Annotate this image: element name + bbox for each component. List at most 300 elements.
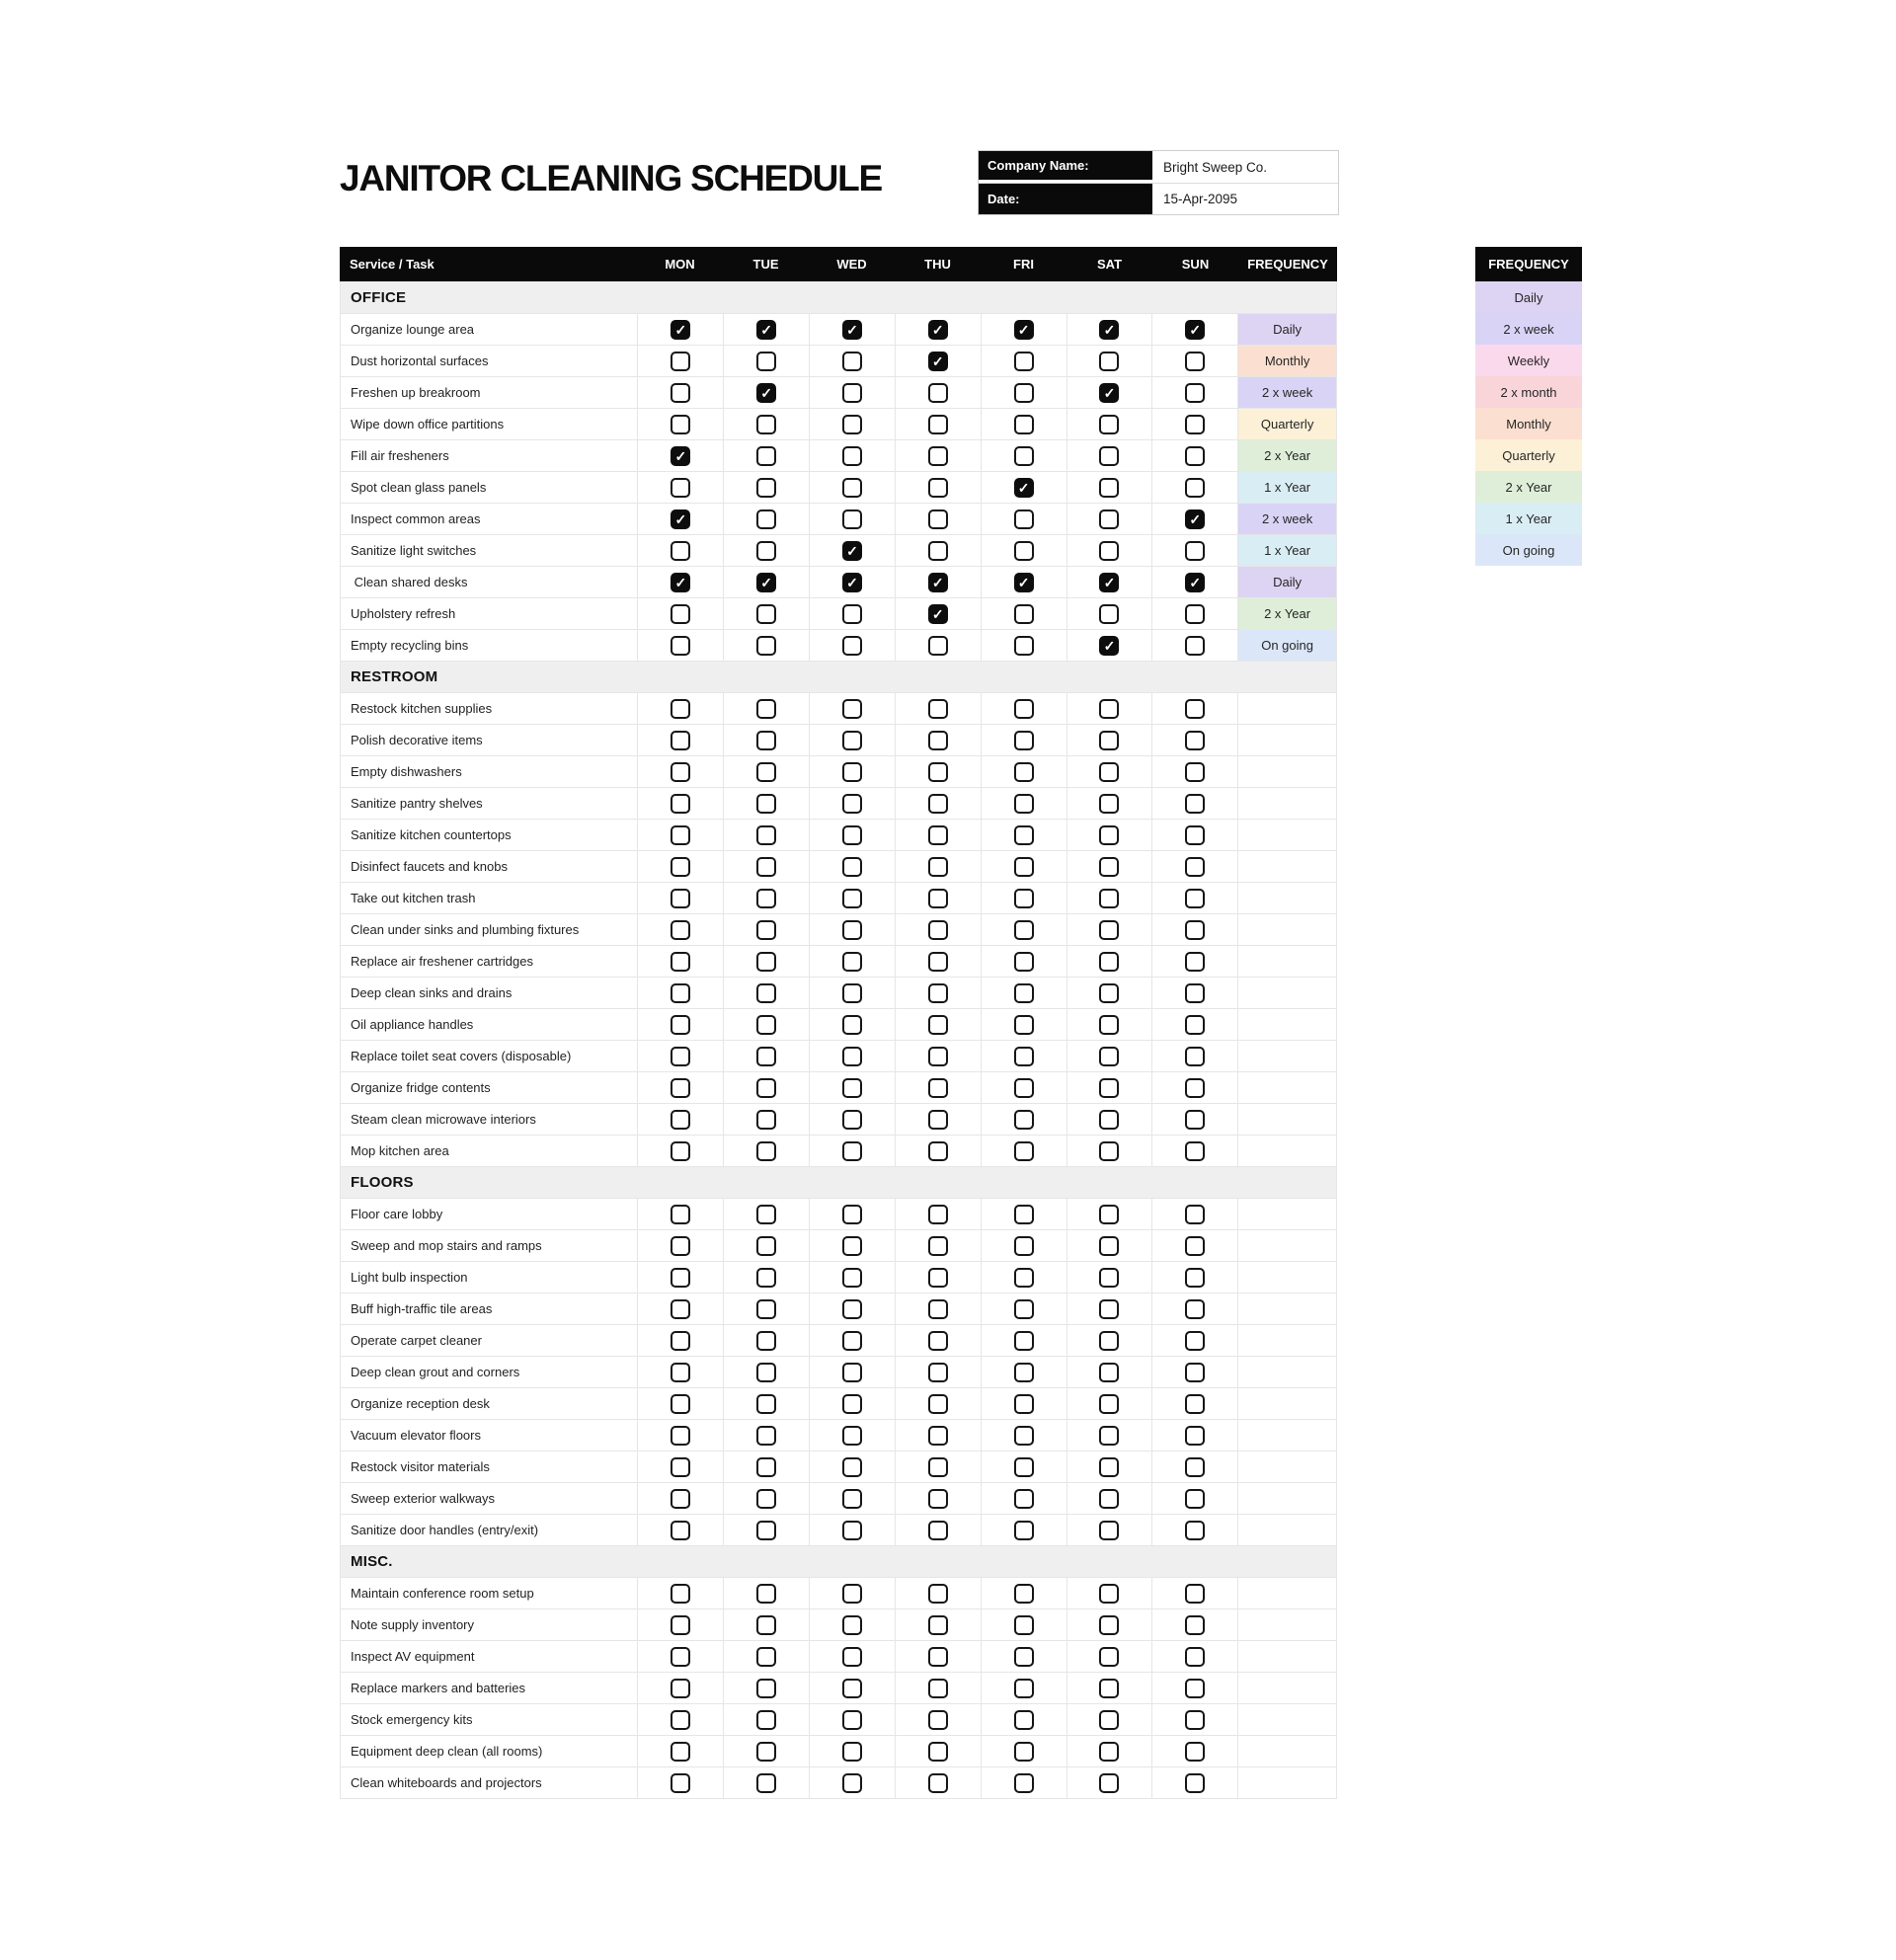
checkbox-wed[interactable]: [842, 573, 862, 592]
checkbox-mon[interactable]: [671, 604, 690, 624]
checkbox-wed[interactable]: [842, 1141, 862, 1161]
checkbox-tue[interactable]: [756, 699, 776, 719]
checkbox-tue[interactable]: [756, 794, 776, 814]
checkbox-mon[interactable]: [671, 383, 690, 403]
checkbox-sat[interactable]: [1099, 478, 1119, 498]
checkbox-sun[interactable]: [1185, 1205, 1205, 1224]
checkbox-tue[interactable]: [756, 636, 776, 656]
checkbox-sat[interactable]: [1099, 1268, 1119, 1288]
checkbox-tue[interactable]: [756, 1015, 776, 1035]
checkbox-tue[interactable]: [756, 983, 776, 1003]
checkbox-tue[interactable]: [756, 1615, 776, 1635]
checkbox-sun[interactable]: [1185, 446, 1205, 466]
checkbox-mon[interactable]: [671, 1584, 690, 1604]
checkbox-sat[interactable]: [1099, 825, 1119, 845]
checkbox-sat[interactable]: [1099, 889, 1119, 908]
checkbox-sat[interactable]: [1099, 1679, 1119, 1698]
checkbox-mon[interactable]: [671, 952, 690, 972]
checkbox-mon[interactable]: [671, 825, 690, 845]
checkbox-tue[interactable]: [756, 1236, 776, 1256]
checkbox-mon[interactable]: [671, 1363, 690, 1382]
checkbox-sat[interactable]: [1099, 731, 1119, 750]
checkbox-sun[interactable]: [1185, 1584, 1205, 1604]
checkbox-sun[interactable]: [1185, 352, 1205, 371]
checkbox-thu[interactable]: [928, 1710, 948, 1730]
checkbox-sat[interactable]: [1099, 1205, 1119, 1224]
checkbox-fri[interactable]: [1014, 1141, 1034, 1161]
checkbox-sat[interactable]: [1099, 1394, 1119, 1414]
checkbox-thu[interactable]: [928, 510, 948, 529]
checkbox-sat[interactable]: [1099, 1047, 1119, 1066]
checkbox-sun[interactable]: [1185, 1773, 1205, 1793]
checkbox-wed[interactable]: [842, 604, 862, 624]
checkbox-fri[interactable]: [1014, 478, 1034, 498]
checkbox-tue[interactable]: [756, 1141, 776, 1161]
checkbox-fri[interactable]: [1014, 1331, 1034, 1351]
checkbox-thu[interactable]: [928, 699, 948, 719]
checkbox-tue[interactable]: [756, 415, 776, 434]
checkbox-sat[interactable]: [1099, 1647, 1119, 1667]
checkbox-sun[interactable]: [1185, 857, 1205, 877]
checkbox-sun[interactable]: [1185, 1457, 1205, 1477]
checkbox-sun[interactable]: [1185, 699, 1205, 719]
checkbox-mon[interactable]: [671, 478, 690, 498]
checkbox-sun[interactable]: [1185, 320, 1205, 340]
checkbox-sat[interactable]: [1099, 1773, 1119, 1793]
checkbox-mon[interactable]: [671, 1078, 690, 1098]
checkbox-mon[interactable]: [671, 794, 690, 814]
checkbox-sat[interactable]: [1099, 636, 1119, 656]
checkbox-sat[interactable]: [1099, 1742, 1119, 1762]
checkbox-tue[interactable]: [756, 1679, 776, 1698]
checkbox-sun[interactable]: [1185, 478, 1205, 498]
checkbox-tue[interactable]: [756, 1426, 776, 1446]
checkbox-sun[interactable]: [1185, 889, 1205, 908]
checkbox-thu[interactable]: [928, 352, 948, 371]
checkbox-tue[interactable]: [756, 731, 776, 750]
checkbox-fri[interactable]: [1014, 731, 1034, 750]
checkbox-thu[interactable]: [928, 1141, 948, 1161]
checkbox-thu[interactable]: [928, 762, 948, 782]
checkbox-tue[interactable]: [756, 1047, 776, 1066]
checkbox-wed[interactable]: [842, 1331, 862, 1351]
checkbox-sun[interactable]: [1185, 1615, 1205, 1635]
checkbox-thu[interactable]: [928, 478, 948, 498]
checkbox-mon[interactable]: [671, 320, 690, 340]
checkbox-mon[interactable]: [671, 1331, 690, 1351]
checkbox-sat[interactable]: [1099, 1015, 1119, 1035]
checkbox-sat[interactable]: [1099, 794, 1119, 814]
checkbox-tue[interactable]: [756, 1521, 776, 1540]
checkbox-sat[interactable]: [1099, 1078, 1119, 1098]
checkbox-sat[interactable]: [1099, 1584, 1119, 1604]
checkbox-mon[interactable]: [671, 415, 690, 434]
checkbox-fri[interactable]: [1014, 1015, 1034, 1035]
checkbox-wed[interactable]: [842, 1047, 862, 1066]
checkbox-mon[interactable]: [671, 857, 690, 877]
checkbox-sat[interactable]: [1099, 857, 1119, 877]
checkbox-thu[interactable]: [928, 857, 948, 877]
checkbox-thu[interactable]: [928, 1394, 948, 1414]
checkbox-tue[interactable]: [756, 1394, 776, 1414]
checkbox-thu[interactable]: [928, 1584, 948, 1604]
checkbox-fri[interactable]: [1014, 352, 1034, 371]
checkbox-wed[interactable]: [842, 825, 862, 845]
checkbox-thu[interactable]: [928, 573, 948, 592]
checkbox-mon[interactable]: [671, 699, 690, 719]
checkbox-tue[interactable]: [756, 762, 776, 782]
checkbox-fri[interactable]: [1014, 510, 1034, 529]
checkbox-sun[interactable]: [1185, 1521, 1205, 1540]
checkbox-fri[interactable]: [1014, 1268, 1034, 1288]
checkbox-mon[interactable]: [671, 510, 690, 529]
checkbox-tue[interactable]: [756, 383, 776, 403]
checkbox-wed[interactable]: [842, 1489, 862, 1509]
checkbox-mon[interactable]: [671, 1742, 690, 1762]
checkbox-tue[interactable]: [756, 1078, 776, 1098]
checkbox-mon[interactable]: [671, 636, 690, 656]
checkbox-thu[interactable]: [928, 983, 948, 1003]
checkbox-thu[interactable]: [928, 320, 948, 340]
checkbox-fri[interactable]: [1014, 983, 1034, 1003]
checkbox-wed[interactable]: [842, 478, 862, 498]
checkbox-fri[interactable]: [1014, 415, 1034, 434]
checkbox-sun[interactable]: [1185, 573, 1205, 592]
checkbox-fri[interactable]: [1014, 1742, 1034, 1762]
checkbox-sun[interactable]: [1185, 1331, 1205, 1351]
checkbox-sat[interactable]: [1099, 983, 1119, 1003]
checkbox-sun[interactable]: [1185, 415, 1205, 434]
checkbox-sun[interactable]: [1185, 952, 1205, 972]
checkbox-sun[interactable]: [1185, 1236, 1205, 1256]
checkbox-thu[interactable]: [928, 1615, 948, 1635]
checkbox-sun[interactable]: [1185, 731, 1205, 750]
checkbox-mon[interactable]: [671, 1710, 690, 1730]
checkbox-wed[interactable]: [842, 541, 862, 561]
checkbox-fri[interactable]: [1014, 1615, 1034, 1635]
checkbox-sat[interactable]: [1099, 1299, 1119, 1319]
checkbox-sun[interactable]: [1185, 1078, 1205, 1098]
checkbox-thu[interactable]: [928, 1647, 948, 1667]
checkbox-sun[interactable]: [1185, 1710, 1205, 1730]
checkbox-sat[interactable]: [1099, 1710, 1119, 1730]
checkbox-sat[interactable]: [1099, 1236, 1119, 1256]
checkbox-fri[interactable]: [1014, 604, 1034, 624]
checkbox-wed[interactable]: [842, 352, 862, 371]
checkbox-fri[interactable]: [1014, 1394, 1034, 1414]
checkbox-fri[interactable]: [1014, 1647, 1034, 1667]
checkbox-mon[interactable]: [671, 1647, 690, 1667]
checkbox-sun[interactable]: [1185, 762, 1205, 782]
checkbox-thu[interactable]: [928, 1236, 948, 1256]
checkbox-wed[interactable]: [842, 1773, 862, 1793]
checkbox-tue[interactable]: [756, 1773, 776, 1793]
checkbox-thu[interactable]: [928, 1521, 948, 1540]
checkbox-wed[interactable]: [842, 1521, 862, 1540]
checkbox-wed[interactable]: [842, 383, 862, 403]
checkbox-sat[interactable]: [1099, 320, 1119, 340]
checkbox-tue[interactable]: [756, 1363, 776, 1382]
checkbox-sun[interactable]: [1185, 983, 1205, 1003]
checkbox-sun[interactable]: [1185, 1742, 1205, 1762]
checkbox-tue[interactable]: [756, 1205, 776, 1224]
checkbox-wed[interactable]: [842, 731, 862, 750]
checkbox-wed[interactable]: [842, 1742, 862, 1762]
checkbox-mon[interactable]: [671, 573, 690, 592]
checkbox-tue[interactable]: [756, 573, 776, 592]
checkbox-fri[interactable]: [1014, 1710, 1034, 1730]
checkbox-thu[interactable]: [928, 920, 948, 940]
checkbox-wed[interactable]: [842, 889, 862, 908]
checkbox-sun[interactable]: [1185, 794, 1205, 814]
checkbox-fri[interactable]: [1014, 573, 1034, 592]
checkbox-mon[interactable]: [671, 762, 690, 782]
checkbox-wed[interactable]: [842, 1426, 862, 1446]
checkbox-sun[interactable]: [1185, 825, 1205, 845]
checkbox-sun[interactable]: [1185, 1047, 1205, 1066]
checkbox-sun[interactable]: [1185, 920, 1205, 940]
checkbox-sat[interactable]: [1099, 1489, 1119, 1509]
checkbox-tue[interactable]: [756, 1489, 776, 1509]
checkbox-thu[interactable]: [928, 1047, 948, 1066]
checkbox-mon[interactable]: [671, 1015, 690, 1035]
checkbox-fri[interactable]: [1014, 699, 1034, 719]
checkbox-fri[interactable]: [1014, 1457, 1034, 1477]
checkbox-wed[interactable]: [842, 1679, 862, 1698]
checkbox-fri[interactable]: [1014, 1363, 1034, 1382]
checkbox-thu[interactable]: [928, 1078, 948, 1098]
checkbox-fri[interactable]: [1014, 1047, 1034, 1066]
checkbox-thu[interactable]: [928, 1489, 948, 1509]
checkbox-thu[interactable]: [928, 952, 948, 972]
checkbox-mon[interactable]: [671, 1521, 690, 1540]
checkbox-mon[interactable]: [671, 731, 690, 750]
checkbox-thu[interactable]: [928, 1679, 948, 1698]
checkbox-fri[interactable]: [1014, 1584, 1034, 1604]
checkbox-sat[interactable]: [1099, 762, 1119, 782]
checkbox-sat[interactable]: [1099, 699, 1119, 719]
checkbox-sat[interactable]: [1099, 1363, 1119, 1382]
checkbox-sun[interactable]: [1185, 541, 1205, 561]
checkbox-mon[interactable]: [671, 1457, 690, 1477]
checkbox-sat[interactable]: [1099, 1457, 1119, 1477]
checkbox-tue[interactable]: [756, 1299, 776, 1319]
checkbox-thu[interactable]: [928, 415, 948, 434]
checkbox-sat[interactable]: [1099, 604, 1119, 624]
checkbox-fri[interactable]: [1014, 857, 1034, 877]
company-name-value[interactable]: Bright Sweep Co.: [1163, 159, 1268, 175]
checkbox-thu[interactable]: [928, 1773, 948, 1793]
checkbox-fri[interactable]: [1014, 446, 1034, 466]
checkbox-fri[interactable]: [1014, 1078, 1034, 1098]
checkbox-sat[interactable]: [1099, 920, 1119, 940]
checkbox-mon[interactable]: [671, 1268, 690, 1288]
checkbox-sat[interactable]: [1099, 352, 1119, 371]
checkbox-sat[interactable]: [1099, 573, 1119, 592]
checkbox-sun[interactable]: [1185, 1363, 1205, 1382]
checkbox-fri[interactable]: [1014, 762, 1034, 782]
checkbox-tue[interactable]: [756, 320, 776, 340]
checkbox-mon[interactable]: [671, 1110, 690, 1130]
checkbox-wed[interactable]: [842, 510, 862, 529]
checkbox-wed[interactable]: [842, 920, 862, 940]
checkbox-sun[interactable]: [1185, 1268, 1205, 1288]
checkbox-tue[interactable]: [756, 952, 776, 972]
checkbox-fri[interactable]: [1014, 1426, 1034, 1446]
checkbox-wed[interactable]: [842, 1457, 862, 1477]
checkbox-sun[interactable]: [1185, 1110, 1205, 1130]
checkbox-tue[interactable]: [756, 1331, 776, 1351]
checkbox-wed[interactable]: [842, 1015, 862, 1035]
checkbox-wed[interactable]: [842, 1110, 862, 1130]
checkbox-mon[interactable]: [671, 352, 690, 371]
checkbox-wed[interactable]: [842, 1078, 862, 1098]
checkbox-sun[interactable]: [1185, 636, 1205, 656]
checkbox-thu[interactable]: [928, 731, 948, 750]
checkbox-wed[interactable]: [842, 1299, 862, 1319]
checkbox-sun[interactable]: [1185, 383, 1205, 403]
checkbox-tue[interactable]: [756, 1710, 776, 1730]
checkbox-mon[interactable]: [671, 1141, 690, 1161]
checkbox-mon[interactable]: [671, 1047, 690, 1066]
checkbox-fri[interactable]: [1014, 636, 1034, 656]
checkbox-tue[interactable]: [756, 604, 776, 624]
checkbox-thu[interactable]: [928, 794, 948, 814]
checkbox-wed[interactable]: [842, 1363, 862, 1382]
checkbox-thu[interactable]: [928, 604, 948, 624]
checkbox-tue[interactable]: [756, 825, 776, 845]
checkbox-tue[interactable]: [756, 920, 776, 940]
checkbox-sat[interactable]: [1099, 1521, 1119, 1540]
checkbox-sun[interactable]: [1185, 604, 1205, 624]
checkbox-wed[interactable]: [842, 1268, 862, 1288]
checkbox-fri[interactable]: [1014, 1299, 1034, 1319]
checkbox-mon[interactable]: [671, 1426, 690, 1446]
checkbox-sat[interactable]: [1099, 510, 1119, 529]
checkbox-fri[interactable]: [1014, 1236, 1034, 1256]
checkbox-sat[interactable]: [1099, 1426, 1119, 1446]
checkbox-sat[interactable]: [1099, 541, 1119, 561]
checkbox-mon[interactable]: [671, 1299, 690, 1319]
checkbox-thu[interactable]: [928, 636, 948, 656]
checkbox-fri[interactable]: [1014, 794, 1034, 814]
checkbox-sat[interactable]: [1099, 415, 1119, 434]
checkbox-wed[interactable]: [842, 762, 862, 782]
checkbox-mon[interactable]: [671, 446, 690, 466]
checkbox-tue[interactable]: [756, 352, 776, 371]
checkbox-thu[interactable]: [928, 1457, 948, 1477]
checkbox-thu[interactable]: [928, 1299, 948, 1319]
checkbox-wed[interactable]: [842, 983, 862, 1003]
checkbox-thu[interactable]: [928, 1742, 948, 1762]
date-value[interactable]: 15-Apr-2095: [1163, 192, 1238, 206]
checkbox-mon[interactable]: [671, 1773, 690, 1793]
checkbox-mon[interactable]: [671, 1489, 690, 1509]
checkbox-sat[interactable]: [1099, 1615, 1119, 1635]
checkbox-wed[interactable]: [842, 1584, 862, 1604]
checkbox-thu[interactable]: [928, 446, 948, 466]
checkbox-sun[interactable]: [1185, 1141, 1205, 1161]
checkbox-sat[interactable]: [1099, 1110, 1119, 1130]
checkbox-sat[interactable]: [1099, 446, 1119, 466]
checkbox-wed[interactable]: [842, 446, 862, 466]
checkbox-wed[interactable]: [842, 699, 862, 719]
checkbox-tue[interactable]: [756, 1742, 776, 1762]
checkbox-mon[interactable]: [671, 1205, 690, 1224]
checkbox-thu[interactable]: [928, 1331, 948, 1351]
checkbox-tue[interactable]: [756, 1110, 776, 1130]
checkbox-thu[interactable]: [928, 825, 948, 845]
checkbox-tue[interactable]: [756, 446, 776, 466]
checkbox-thu[interactable]: [928, 1268, 948, 1288]
checkbox-fri[interactable]: [1014, 1489, 1034, 1509]
checkbox-tue[interactable]: [756, 541, 776, 561]
checkbox-fri[interactable]: [1014, 952, 1034, 972]
checkbox-fri[interactable]: [1014, 825, 1034, 845]
checkbox-tue[interactable]: [756, 510, 776, 529]
checkbox-fri[interactable]: [1014, 920, 1034, 940]
checkbox-wed[interactable]: [842, 952, 862, 972]
checkbox-thu[interactable]: [928, 1015, 948, 1035]
checkbox-wed[interactable]: [842, 320, 862, 340]
checkbox-fri[interactable]: [1014, 1205, 1034, 1224]
checkbox-fri[interactable]: [1014, 889, 1034, 908]
checkbox-mon[interactable]: [671, 889, 690, 908]
checkbox-mon[interactable]: [671, 983, 690, 1003]
checkbox-mon[interactable]: [671, 1394, 690, 1414]
checkbox-tue[interactable]: [756, 1457, 776, 1477]
checkbox-thu[interactable]: [928, 1110, 948, 1130]
checkbox-mon[interactable]: [671, 541, 690, 561]
checkbox-sat[interactable]: [1099, 952, 1119, 972]
checkbox-tue[interactable]: [756, 1647, 776, 1667]
checkbox-sun[interactable]: [1185, 1489, 1205, 1509]
checkbox-mon[interactable]: [671, 1615, 690, 1635]
checkbox-fri[interactable]: [1014, 320, 1034, 340]
checkbox-sat[interactable]: [1099, 1141, 1119, 1161]
checkbox-mon[interactable]: [671, 920, 690, 940]
checkbox-sun[interactable]: [1185, 1015, 1205, 1035]
checkbox-tue[interactable]: [756, 1268, 776, 1288]
checkbox-wed[interactable]: [842, 1205, 862, 1224]
checkbox-fri[interactable]: [1014, 1521, 1034, 1540]
checkbox-sun[interactable]: [1185, 1647, 1205, 1667]
checkbox-thu[interactable]: [928, 1363, 948, 1382]
checkbox-tue[interactable]: [756, 1584, 776, 1604]
checkbox-wed[interactable]: [842, 1236, 862, 1256]
checkbox-wed[interactable]: [842, 415, 862, 434]
checkbox-tue[interactable]: [756, 889, 776, 908]
checkbox-thu[interactable]: [928, 1426, 948, 1446]
checkbox-tue[interactable]: [756, 857, 776, 877]
checkbox-fri[interactable]: [1014, 1110, 1034, 1130]
checkbox-wed[interactable]: [842, 636, 862, 656]
checkbox-mon[interactable]: [671, 1236, 690, 1256]
checkbox-thu[interactable]: [928, 541, 948, 561]
checkbox-sun[interactable]: [1185, 1394, 1205, 1414]
checkbox-fri[interactable]: [1014, 541, 1034, 561]
checkbox-fri[interactable]: [1014, 383, 1034, 403]
checkbox-tue[interactable]: [756, 478, 776, 498]
checkbox-fri[interactable]: [1014, 1773, 1034, 1793]
checkbox-wed[interactable]: [842, 1710, 862, 1730]
checkbox-wed[interactable]: [842, 1615, 862, 1635]
checkbox-sun[interactable]: [1185, 1299, 1205, 1319]
checkbox-wed[interactable]: [842, 857, 862, 877]
checkbox-sun[interactable]: [1185, 1426, 1205, 1446]
checkbox-wed[interactable]: [842, 1647, 862, 1667]
checkbox-wed[interactable]: [842, 794, 862, 814]
